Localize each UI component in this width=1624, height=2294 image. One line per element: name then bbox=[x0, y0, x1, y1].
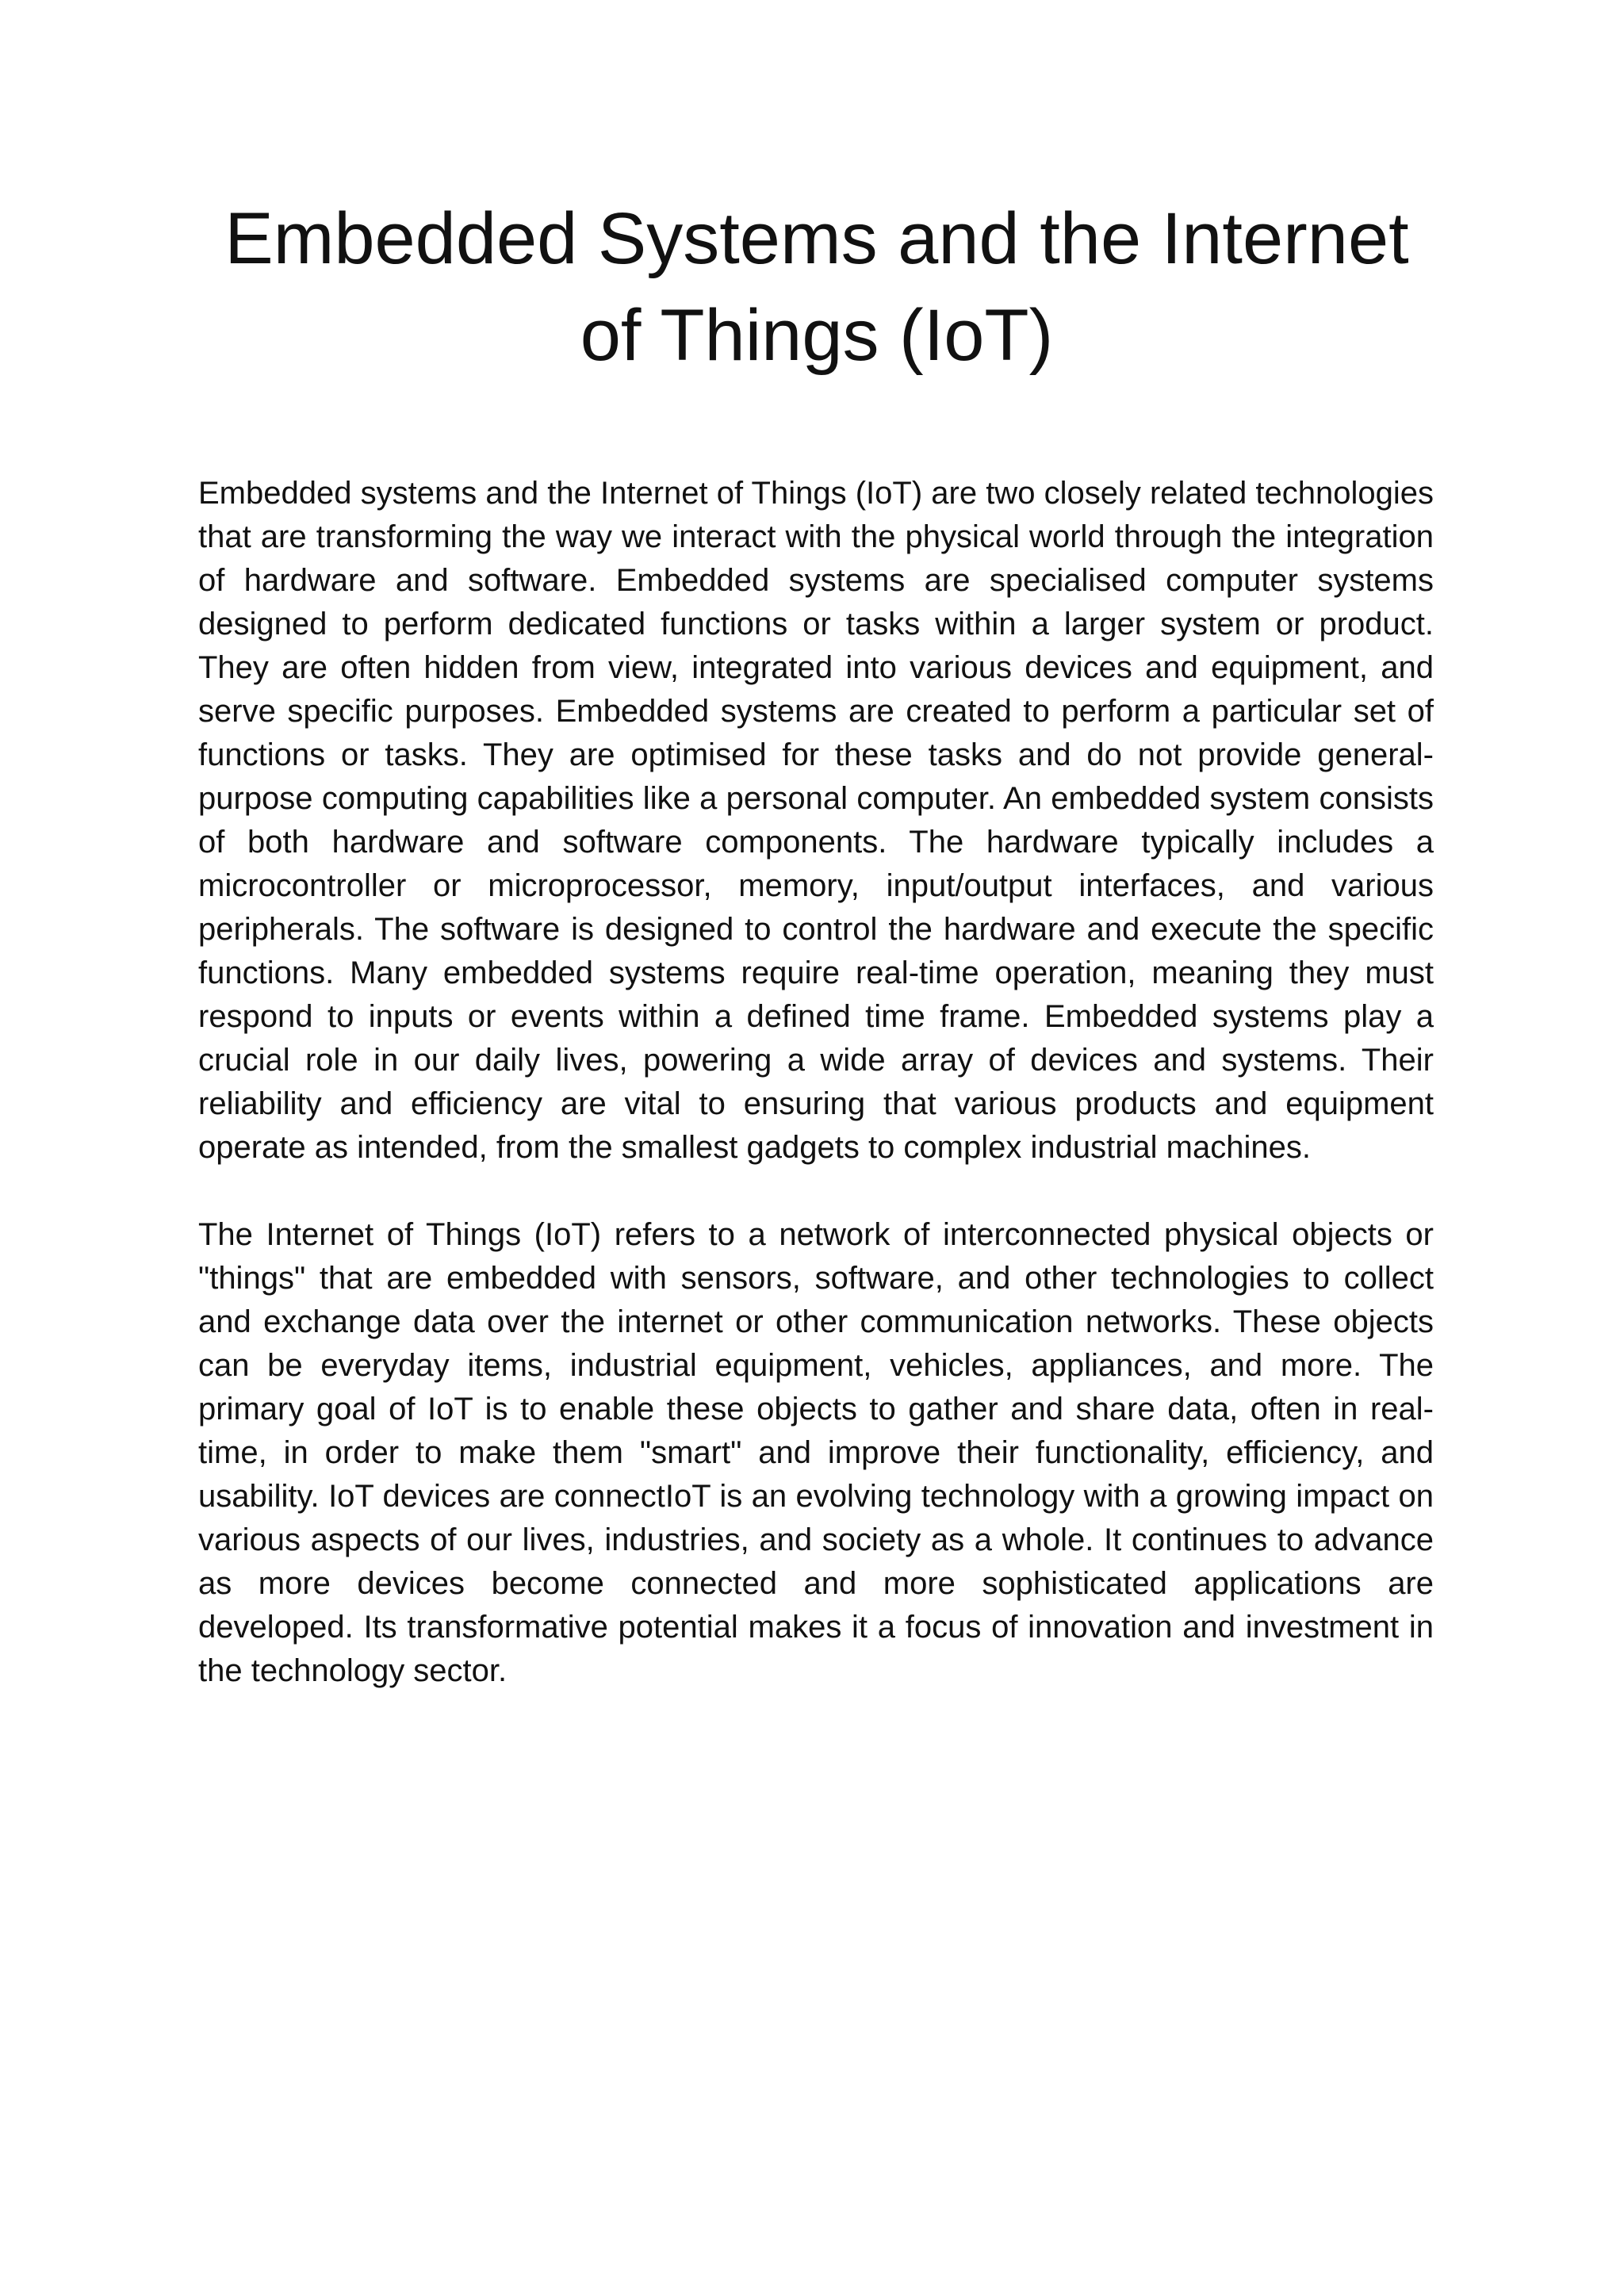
paragraph-embedded-systems: Embedded systems and the Internet of Things (IoT) are two closely related technologies that are transforming the way we interact with the physical world through the integration of hardware and software. Embedded systems are specialised computer systems designed to perform dedicated functions or tasks within a larger system or product. They are often hidden from view, integrated into various devices and equipment, and serve specific purposes. Embedded systems are created to perform a particular set of functions or tasks. They are optimised for these tasks and do not provide general-purpose computing capabilities like a personal computer. An embedded system consists of both hardware and software components. The hardware typically includes a microcontroller or microprocessor, memory, input/output interfaces, and various peripherals. The software is designed to control the hardware and execute the specific functions. Many embedded systems require real-time operation, meaning they must respond to inputs or events within a defined time frame. Embedded systems play a crucial role in our daily lives, powering a wide array of devices and systems. Their reliability and efficiency are vital to ensuring that various products and equipment operate as intended, from the smallest gadgets to complex industrial machines. bbox=[198, 476, 1434, 1165]
paragraph-iot: The Internet of Things (IoT) refers to a network of interconnected physical objects or "things" that are embedded with sensors, software, and other technologies to collect and exchange data over the internet or other communication networks. These objects can be everyday items, industrial equipment, vehicles, appliances, and more. The primary goal of IoT is to enable these objects to gather and share data, often in real-time, in order to make them "smart" and improve their functionality, efficiency, and usability. IoT devices are connectIoT is an evolving technology with a growing impact on various aspects of our lives, industries, and society as a whole. It continues to advance as more devices become connected and more sophisticated applications are developed. Its transformative potential makes it a focus of innovation and investment in the technology sector. bbox=[198, 1217, 1434, 1688]
document-body bbox=[198, 472, 1434, 1737]
document-title: Embedded Systems and the Internet of Things (IoT) bbox=[224, 198, 1409, 376]
